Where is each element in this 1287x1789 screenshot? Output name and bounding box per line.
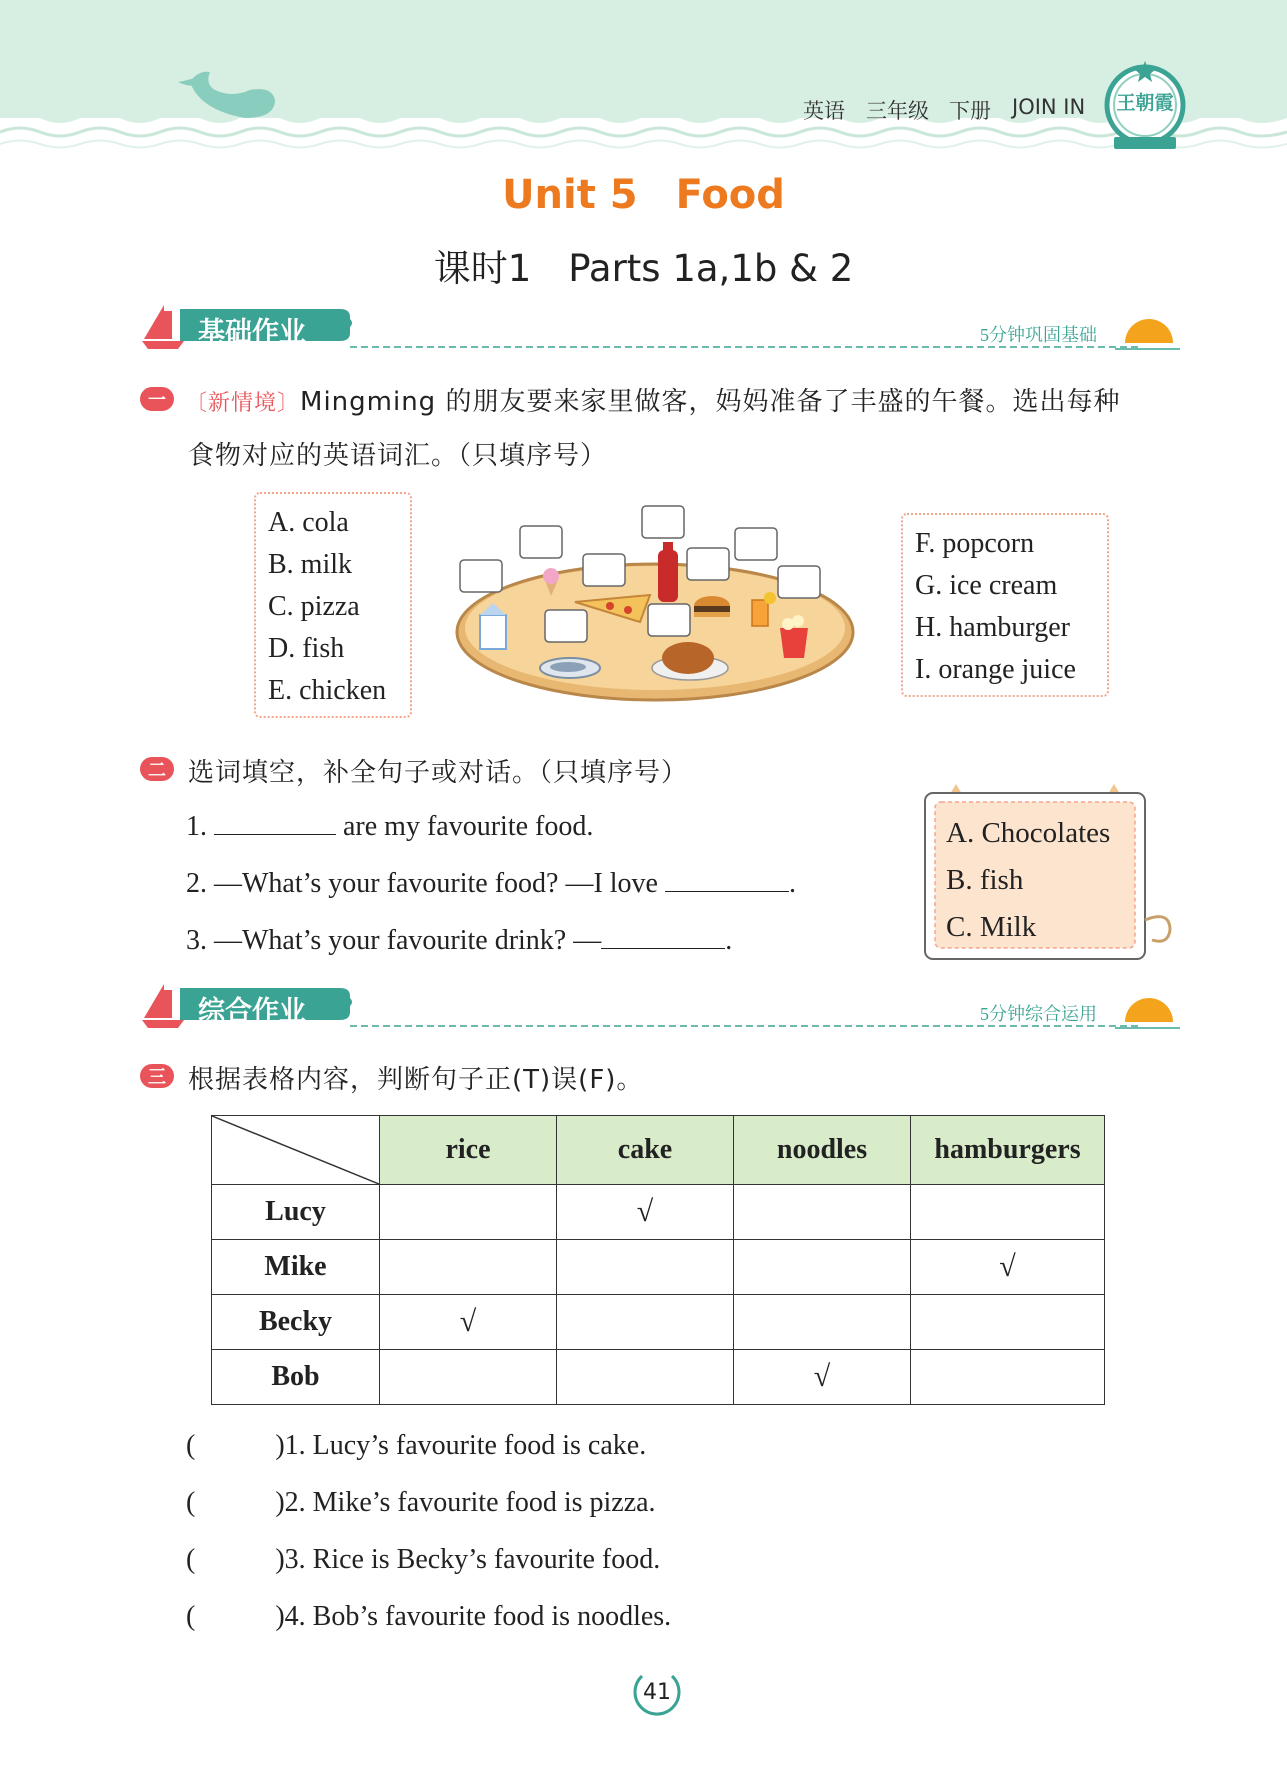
answer-blank[interactable] [601, 922, 725, 949]
option-c: C. pizza [268, 591, 360, 622]
judge-statement: 4. Bob’s favourite food is noodles. [284, 1601, 672, 1632]
header-volume: 下册 [949, 99, 991, 123]
lesson-title: 课时1 Parts 1a,1b & 2 [433, 247, 854, 290]
fill-item-after: . [725, 925, 733, 956]
answer-bubble [520, 526, 562, 558]
word-box-left [254, 492, 412, 718]
table-row [212, 1185, 1105, 1240]
option-d: D. fish [268, 633, 345, 664]
fill-item-3 [186, 922, 732, 957]
option-fish: B. fish [946, 864, 1024, 896]
table-cell [557, 1350, 734, 1405]
fill-item-number: 2. [186, 868, 207, 899]
fill-item-number: 3. [186, 925, 207, 956]
sailboat-icon [142, 305, 184, 349]
judge-item-4 [186, 1601, 671, 1633]
option-f: F. popcorn [915, 528, 1035, 559]
fill-item-2 [186, 865, 796, 900]
fish-icon [540, 658, 600, 678]
section-label-basic: 基础作业 [198, 317, 306, 348]
question-1-line2: 食物对应的英语词汇。（只填序号） [188, 441, 608, 471]
table-cell: √ [557, 1185, 734, 1240]
question-number-3: 三 [148, 1067, 166, 1088]
question-1-tag: 〔新情境〕 [185, 391, 301, 416]
judge-item-3 [186, 1544, 660, 1576]
answer-paren[interactable]: ( ) [186, 1601, 285, 1632]
option-milk: C. Milk [946, 911, 1037, 943]
fill-item-after: . [788, 868, 796, 899]
table-cell [734, 1185, 911, 1240]
page-number: 41 [643, 1680, 671, 1705]
column-header-hamburgers: hamburgers [911, 1116, 1105, 1185]
answer-paren[interactable]: ( ) [186, 1487, 285, 1518]
answer-blank[interactable] [214, 808, 336, 835]
unit-title [0, 172, 1287, 218]
column-header-cake: cake [557, 1116, 734, 1185]
table-cell [380, 1350, 557, 1405]
lunch-table-illustration [450, 500, 860, 710]
table-cell: √ [380, 1295, 557, 1350]
sailboat-icon [142, 984, 184, 1028]
unit-topic: Food [675, 172, 785, 218]
table-cell [734, 1240, 911, 1295]
header-subject: 英语 [803, 99, 845, 123]
section-note-basic: 5分钟巩固基础 [980, 325, 1097, 345]
table-cell [911, 1350, 1105, 1405]
question-number-2: 二 [148, 760, 166, 781]
column-header-noodles: noodles [734, 1116, 911, 1185]
table-cell [380, 1240, 557, 1295]
section-note-comprehensive: 5分钟综合运用 [980, 1004, 1097, 1024]
word-box-right [901, 513, 1109, 697]
option-g: G. ice cream [915, 570, 1058, 601]
answer-bubble [642, 506, 684, 538]
fill-item-after: are my favourite food. [336, 811, 594, 842]
cola-icon [658, 542, 678, 602]
column-header-rice: rice [380, 1116, 557, 1185]
answer-blank[interactable] [665, 865, 789, 892]
judge-statement: 3. Rice is Becky’s favourite food. [284, 1544, 661, 1575]
preference-table [211, 1115, 1105, 1405]
judge-item-1 [186, 1430, 646, 1462]
table-cell [557, 1295, 734, 1350]
answer-bubble [735, 528, 777, 560]
question-1-line1 [185, 381, 1120, 418]
table-cell [911, 1295, 1105, 1350]
question-1-text: Mingming 的朋友要来家里做客，妈妈准备了丰盛的午餐。选出每种 [300, 387, 1121, 417]
fill-item-before: —What’s your favourite food? —I love [214, 868, 665, 899]
option-h: H. hamburger [915, 612, 1070, 643]
section-label-comprehensive: 综合作业 [198, 996, 306, 1027]
option-a: A. cola [268, 507, 349, 538]
header-grade: 三年级 [866, 99, 929, 123]
table-cell [557, 1240, 734, 1295]
judge-statement: 1. Lucy’s favourite food is cake. [284, 1430, 647, 1461]
row-name: Becky [212, 1295, 380, 1350]
question-2-text: 选词填空，补全句子或对话。（只填序号） [188, 758, 689, 788]
logo-text: 王朝霞 [1116, 92, 1174, 114]
question-3-text: 根据表格内容，判断句子正(T)误(F)。 [188, 1065, 644, 1095]
option-i: I. orange juice [915, 654, 1076, 685]
header-edition: JOIN IN [1012, 95, 1086, 119]
table-cell: √ [911, 1240, 1105, 1295]
option-list [946, 810, 1110, 951]
row-name: Lucy [212, 1185, 380, 1240]
table-cell [734, 1295, 911, 1350]
judge-statement: 2. Mike’s favourite food is pizza. [284, 1487, 656, 1518]
row-name: Mike [212, 1240, 380, 1295]
answer-paren[interactable]: ( ) [186, 1544, 285, 1575]
table-row [212, 1240, 1105, 1295]
option-b: B. milk [268, 549, 353, 580]
answer-bubble [460, 560, 502, 592]
popcorn-icon [780, 615, 808, 658]
answer-bubble [687, 548, 729, 580]
table-cell [380, 1185, 557, 1240]
table-corner-cell [212, 1116, 380, 1185]
answer-paren[interactable]: ( ) [186, 1430, 285, 1461]
row-name: Bob [212, 1350, 380, 1405]
table-cell: √ [734, 1350, 911, 1405]
fill-item-number: 1. [186, 811, 207, 842]
answer-bubble [583, 554, 625, 586]
fill-item-before: —What’s your favourite drink? — [214, 925, 602, 956]
sun-icon [1115, 998, 1180, 1028]
table-cell [911, 1185, 1105, 1240]
answer-bubble [545, 610, 587, 642]
judge-item-2 [186, 1487, 656, 1519]
unit-number: Unit 5 [502, 172, 638, 218]
sun-icon [1115, 319, 1180, 349]
option-chocolates: A. Chocolates [946, 817, 1111, 849]
hamburger-icon [694, 596, 730, 617]
answer-bubble [648, 604, 690, 636]
table-row [212, 1295, 1105, 1350]
table-header-row [212, 1116, 1105, 1185]
answer-bubble [778, 566, 820, 598]
option-e: E. chicken [268, 675, 387, 706]
fill-item-1 [186, 808, 593, 843]
header-wave-band [0, 0, 1287, 160]
table-row [212, 1350, 1105, 1405]
question-number-1: 一 [148, 390, 166, 411]
